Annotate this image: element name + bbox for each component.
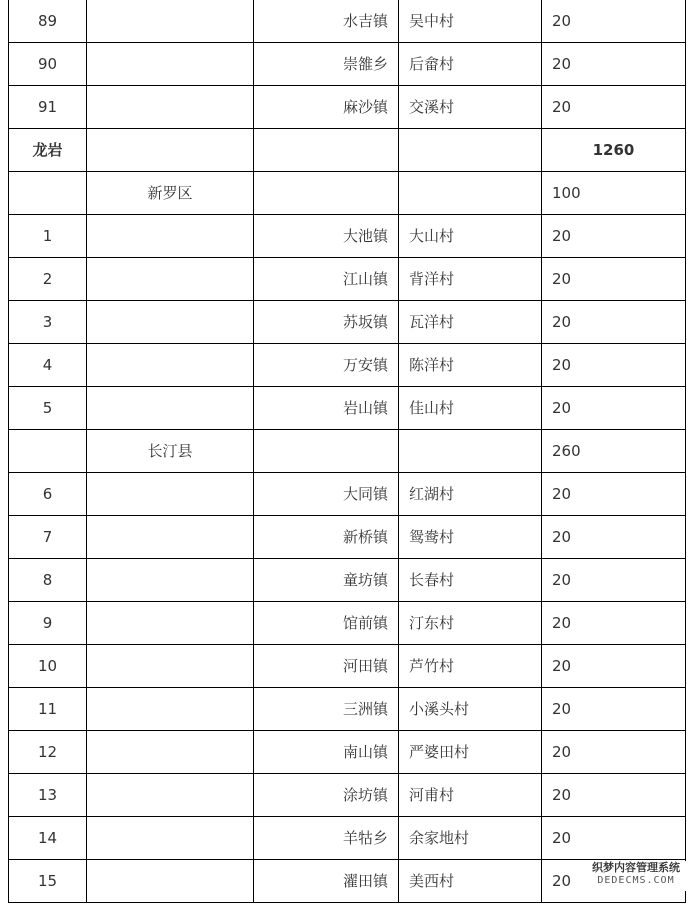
cell-town: 万安镇 [254, 344, 399, 387]
county-row [9, 172, 686, 215]
cell-amount: 20 [542, 43, 686, 86]
cell-town: 三洲镇 [254, 688, 399, 731]
cell-amount: 20 [542, 817, 686, 860]
cell-number: 14 [9, 817, 87, 860]
cell-amount: 1260 [542, 129, 686, 172]
cell-town [254, 129, 399, 172]
cell-village: 交溪村 [399, 86, 542, 129]
cell-county [87, 258, 254, 301]
cell-village: 吴中村 [399, 0, 542, 43]
cell-amount: 20 [542, 860, 686, 903]
cell-amount: 20 [542, 516, 686, 559]
table-row [9, 258, 686, 301]
cell-village: 河甫村 [399, 774, 542, 817]
cell-number: 90 [9, 43, 87, 86]
table-row [9, 473, 686, 516]
cell-county [87, 387, 254, 430]
cell-number: 15 [9, 860, 87, 903]
table-row [9, 215, 686, 258]
county-row [9, 430, 686, 473]
cell-town: 麻沙镇 [254, 86, 399, 129]
cell-number: 89 [9, 0, 87, 43]
table-row [9, 301, 686, 344]
cell-town: 馆前镇 [254, 602, 399, 645]
cell-town: 濯田镇 [254, 860, 399, 903]
table-row [9, 774, 686, 817]
table-row [9, 688, 686, 731]
cell-village: 汀东村 [399, 602, 542, 645]
cell-number: 12 [9, 731, 87, 774]
cell-town: 水吉镇 [254, 0, 399, 43]
table-row [9, 559, 686, 602]
cell-village [399, 172, 542, 215]
cell-village: 长春村 [399, 559, 542, 602]
cell-town: 岩山镇 [254, 387, 399, 430]
cell-amount: 20 [542, 774, 686, 817]
cell-number: 11 [9, 688, 87, 731]
cell-village: 小溪头村 [399, 688, 542, 731]
watermark-line1: 织梦内容管理系统 [592, 861, 680, 874]
cell-county [87, 559, 254, 602]
cell-village: 瓦洋村 [399, 301, 542, 344]
cell-amount: 20 [542, 731, 686, 774]
table-body [9, 0, 686, 903]
cell-county [87, 688, 254, 731]
cell-number: 13 [9, 774, 87, 817]
cell-amount: 20 [542, 344, 686, 387]
cell-village: 陈洋村 [399, 344, 542, 387]
dedecms-watermark [586, 861, 686, 891]
cell-county [87, 86, 254, 129]
cell-town: 涂坊镇 [254, 774, 399, 817]
cell-county [87, 774, 254, 817]
cell-village: 佳山村 [399, 387, 542, 430]
cell-village: 红湖村 [399, 473, 542, 516]
cell-village: 后畲村 [399, 43, 542, 86]
cell-amount: 20 [542, 258, 686, 301]
cell-number: 龙岩 [9, 129, 87, 172]
cell-amount: 20 [542, 215, 686, 258]
table-row [9, 817, 686, 860]
cell-number [9, 430, 87, 473]
table-row [9, 645, 686, 688]
cell-number: 6 [9, 473, 87, 516]
cell-amount: 20 [542, 301, 686, 344]
cell-number: 9 [9, 602, 87, 645]
cell-county: 长汀县 [87, 430, 254, 473]
cell-county [87, 344, 254, 387]
cell-county [87, 645, 254, 688]
cell-county [87, 301, 254, 344]
cell-number: 10 [9, 645, 87, 688]
cell-county [87, 0, 254, 43]
city-row [9, 129, 686, 172]
cell-town: 新桥镇 [254, 516, 399, 559]
cell-county [87, 516, 254, 559]
cell-village: 余家地村 [399, 817, 542, 860]
table-row [9, 0, 686, 43]
cell-number: 2 [9, 258, 87, 301]
village-allocation-table [8, 0, 686, 903]
table-row [9, 602, 686, 645]
cell-village: 美西村 [399, 860, 542, 903]
table-row [9, 387, 686, 430]
cell-village: 背洋村 [399, 258, 542, 301]
cell-number [9, 172, 87, 215]
cell-town: 河田镇 [254, 645, 399, 688]
cell-number: 91 [9, 86, 87, 129]
cell-town: 大同镇 [254, 473, 399, 516]
cell-county [87, 860, 254, 903]
cell-village [399, 129, 542, 172]
table-row [9, 731, 686, 774]
cell-amount: 20 [542, 473, 686, 516]
cell-town: 江山镇 [254, 258, 399, 301]
cell-amount: 20 [542, 602, 686, 645]
cell-amount: 260 [542, 430, 686, 473]
cell-number: 5 [9, 387, 87, 430]
cell-town [254, 430, 399, 473]
cell-county [87, 129, 254, 172]
cell-town: 大池镇 [254, 215, 399, 258]
cell-number: 7 [9, 516, 87, 559]
cell-county [87, 731, 254, 774]
cell-town [254, 172, 399, 215]
cell-county [87, 43, 254, 86]
cell-amount: 100 [542, 172, 686, 215]
cell-amount: 20 [542, 0, 686, 43]
cell-town: 苏坂镇 [254, 301, 399, 344]
cell-amount: 20 [542, 387, 686, 430]
cell-amount: 20 [542, 688, 686, 731]
cell-town: 南山镇 [254, 731, 399, 774]
cell-number: 4 [9, 344, 87, 387]
cell-town: 崇雒乡 [254, 43, 399, 86]
cell-county [87, 817, 254, 860]
cell-county [87, 215, 254, 258]
cell-county [87, 473, 254, 516]
table-row [9, 516, 686, 559]
table-row [9, 86, 686, 129]
cell-village: 芦竹村 [399, 645, 542, 688]
cell-amount: 20 [542, 645, 686, 688]
cell-number: 8 [9, 559, 87, 602]
cell-village: 鸳鸯村 [399, 516, 542, 559]
cell-town: 羊牯乡 [254, 817, 399, 860]
cell-amount: 20 [542, 86, 686, 129]
cell-number: 3 [9, 301, 87, 344]
watermark-line2: DEDECMS.COM [597, 875, 675, 886]
cell-village: 严婆田村 [399, 731, 542, 774]
table-row [9, 344, 686, 387]
cell-town: 童坊镇 [254, 559, 399, 602]
cell-number: 1 [9, 215, 87, 258]
cell-amount: 20 [542, 559, 686, 602]
cell-county: 新罗区 [87, 172, 254, 215]
table-row [9, 860, 686, 903]
cell-village [399, 430, 542, 473]
cell-village: 大山村 [399, 215, 542, 258]
cell-county [87, 602, 254, 645]
table-row [9, 43, 686, 86]
